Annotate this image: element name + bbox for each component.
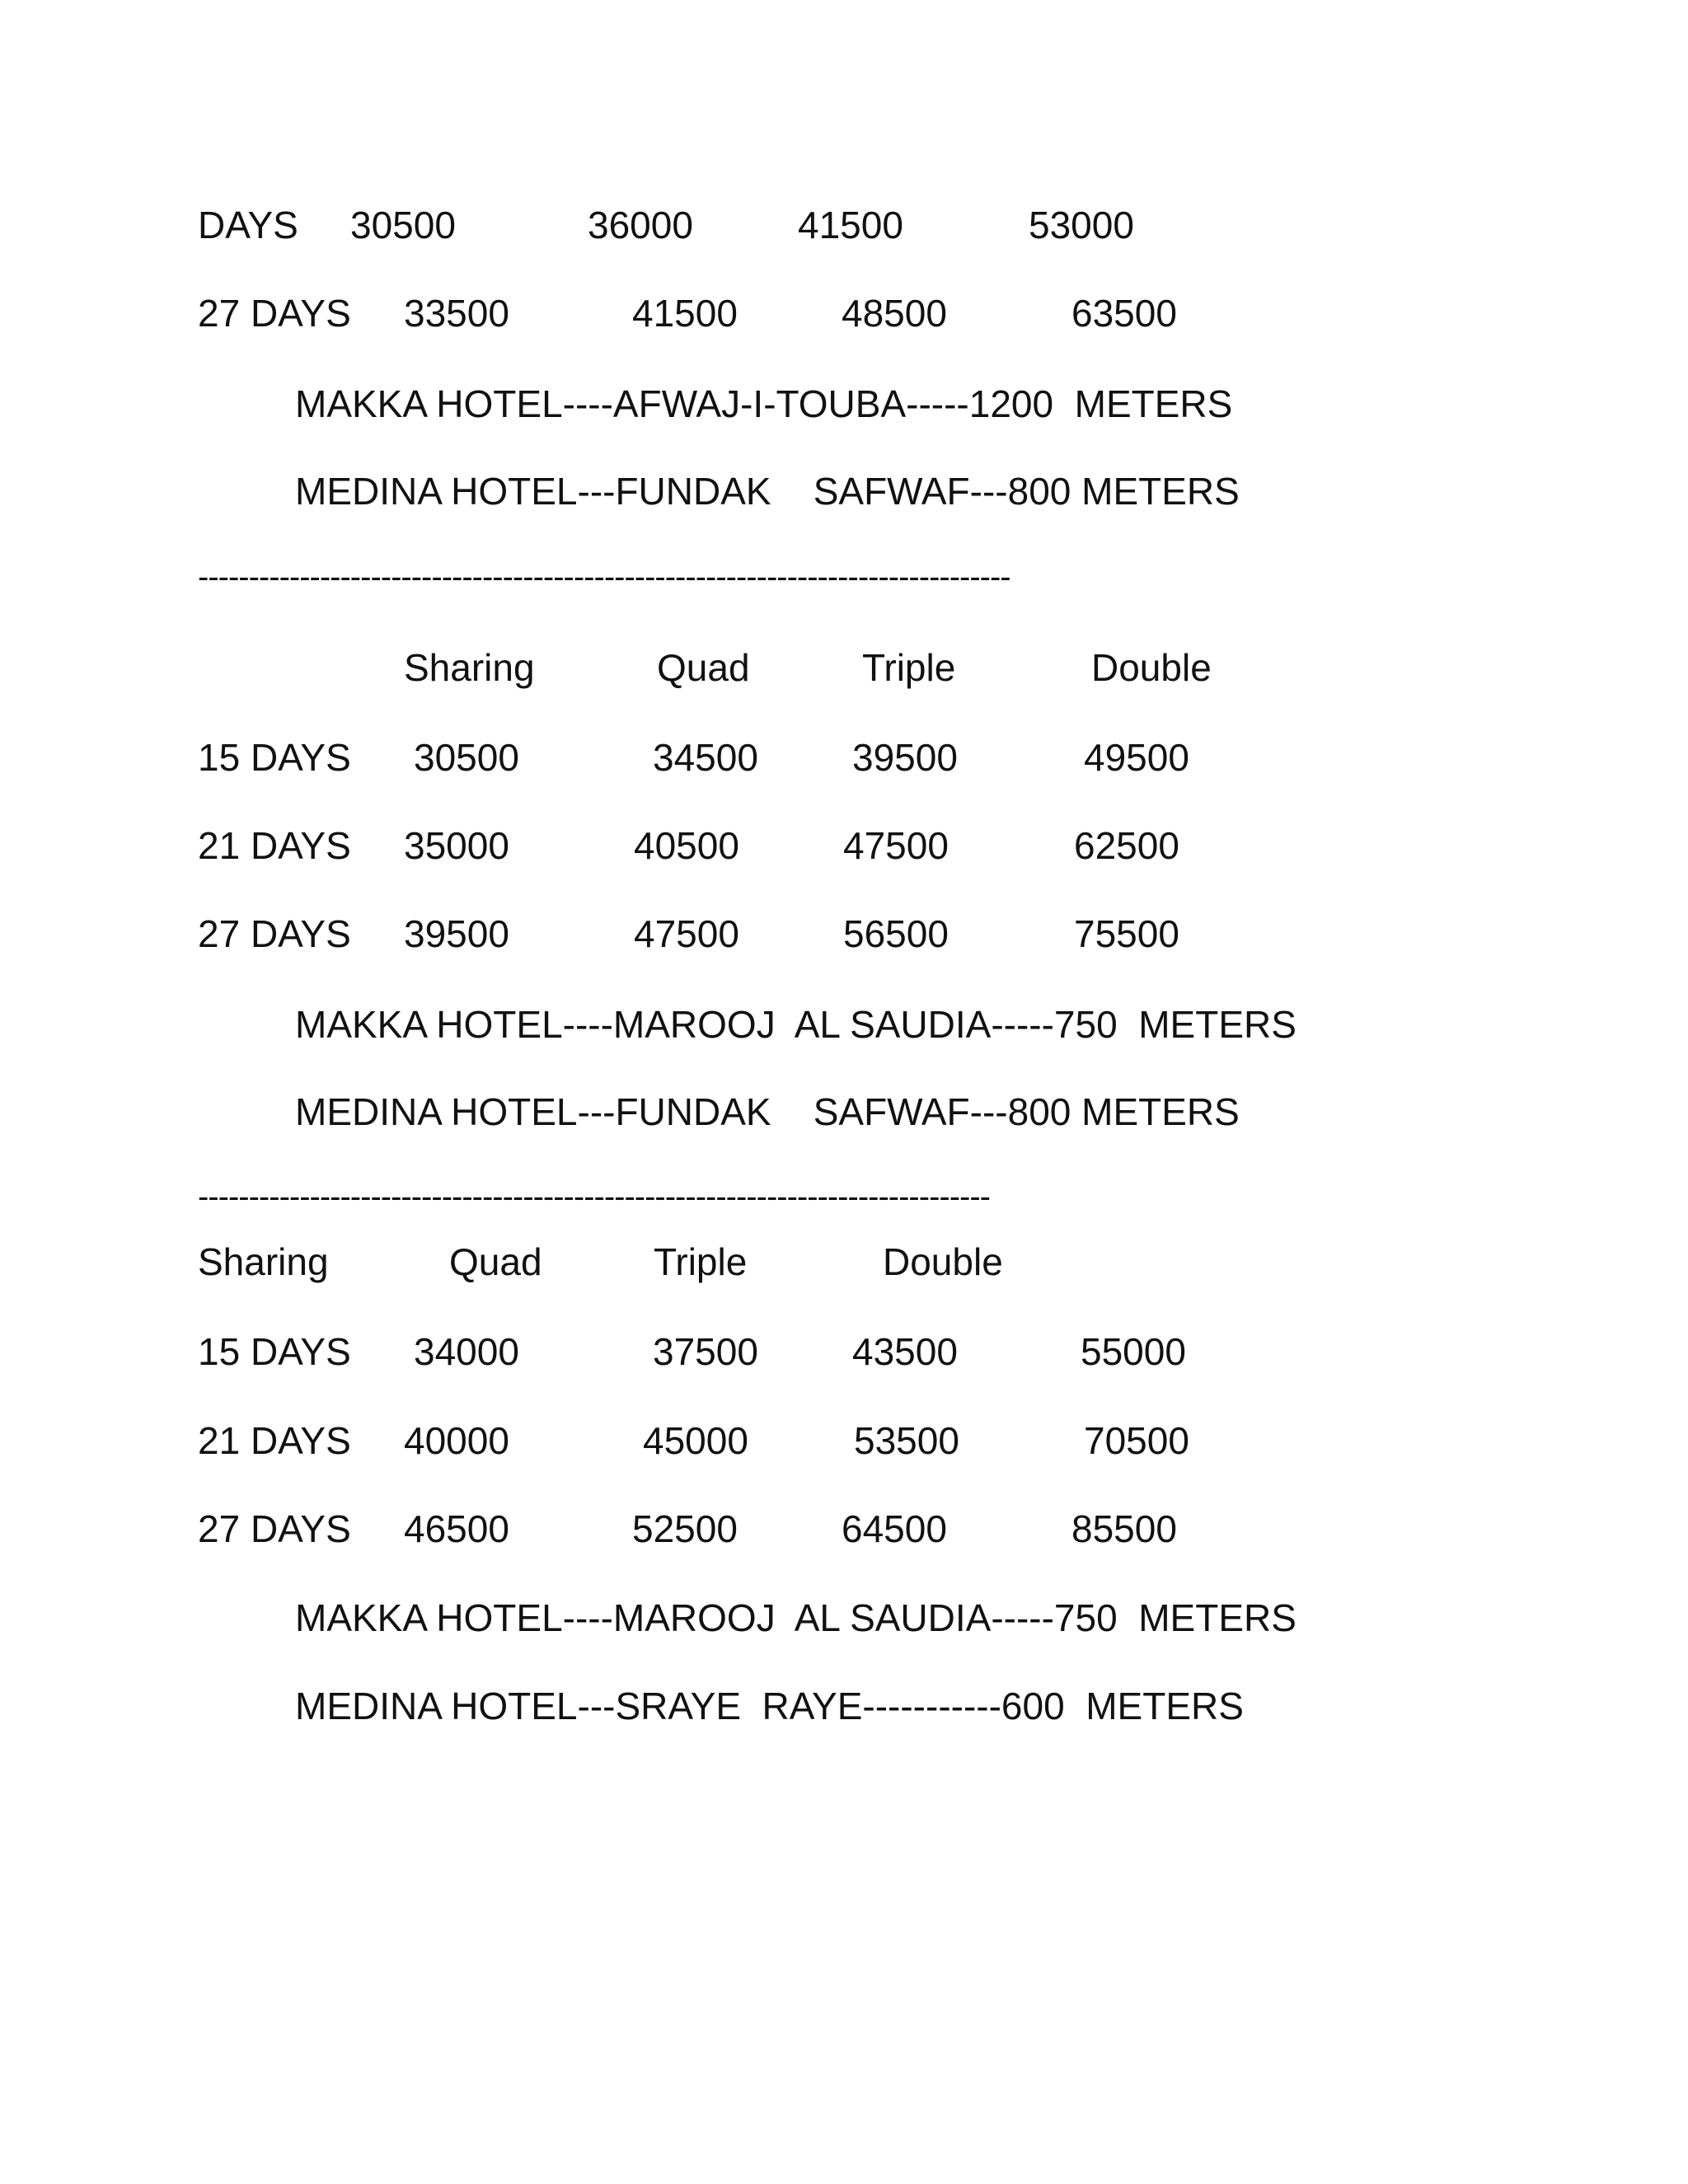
column-header-double: Double xyxy=(883,1240,1003,1283)
row-label: 27 DAYS xyxy=(198,912,351,955)
price-cell: 47500 xyxy=(634,912,739,955)
column-header-double: Double xyxy=(1091,646,1212,689)
price-cell: 41500 xyxy=(632,292,738,335)
row-label: 15 DAYS xyxy=(198,736,351,779)
price-cell: 53000 xyxy=(1029,204,1134,246)
price-cell: 48500 xyxy=(842,292,947,335)
divider: -------------------------------------------------------------------------------- xyxy=(198,560,1010,593)
price-cell: 34000 xyxy=(414,1330,519,1373)
price-cell: 64500 xyxy=(842,1507,947,1550)
row-label: 27 DAYS xyxy=(198,1507,351,1550)
price-cell: 45000 xyxy=(643,1419,748,1462)
makka-hotel-line: MAKKA HOTEL----MAROOJ AL SAUDIA-----750 METERS xyxy=(295,1003,1296,1046)
medina-hotel-line: MEDINA HOTEL---FUNDAK SAFWAF---800 METERS xyxy=(295,470,1240,513)
price-cell: 46500 xyxy=(404,1507,509,1550)
row-label: 27 DAYS xyxy=(198,292,351,335)
row-label: 15 DAYS xyxy=(198,1330,351,1373)
price-cell: 35000 xyxy=(404,824,509,867)
price-cell: 34500 xyxy=(653,736,758,779)
price-cell: 47500 xyxy=(843,824,949,867)
row-label: 21 DAYS xyxy=(198,824,351,867)
price-cell: 85500 xyxy=(1071,1507,1177,1550)
price-cell: 70500 xyxy=(1084,1419,1189,1462)
price-cell: 43500 xyxy=(852,1330,958,1373)
makka-hotel-line: MAKKA HOTEL----AFWAJ-I-TOUBA-----1200 METERS xyxy=(295,382,1233,425)
price-cell: 30500 xyxy=(350,204,456,246)
price-cell: 39500 xyxy=(852,736,958,779)
column-header-sharing: Sharing xyxy=(404,646,535,689)
column-header-sharing: Sharing xyxy=(198,1240,329,1283)
price-cell: 56500 xyxy=(843,912,949,955)
price-cell: 55000 xyxy=(1081,1330,1186,1373)
price-cell: 53500 xyxy=(854,1419,959,1462)
price-cell: 40500 xyxy=(634,824,739,867)
row-label: DAYS xyxy=(198,204,298,246)
makka-hotel-line: MAKKA HOTEL----MAROOJ AL SAUDIA-----750 METERS xyxy=(295,1596,1296,1639)
column-header-quad: Quad xyxy=(449,1240,542,1283)
price-cell: 75500 xyxy=(1074,912,1179,955)
divider: ------------------------------------------------------------------------------ xyxy=(198,1180,990,1213)
medina-hotel-line: MEDINA HOTEL---FUNDAK SAFWAF---800 METERS xyxy=(295,1090,1240,1133)
price-cell: 41500 xyxy=(798,204,903,246)
column-header-quad: Quad xyxy=(657,646,750,689)
price-cell: 30500 xyxy=(414,736,519,779)
price-cell: 52500 xyxy=(632,1507,738,1550)
price-cell: 49500 xyxy=(1084,736,1189,779)
price-cell: 33500 xyxy=(404,292,509,335)
column-header-triple: Triple xyxy=(654,1240,748,1283)
price-cell: 37500 xyxy=(653,1330,758,1373)
price-cell: 36000 xyxy=(588,204,693,246)
column-header-triple: Triple xyxy=(862,646,956,689)
price-cell: 39500 xyxy=(404,912,509,955)
price-cell: 40000 xyxy=(404,1419,509,1462)
price-cell: 62500 xyxy=(1074,824,1179,867)
row-label: 21 DAYS xyxy=(198,1419,351,1462)
medina-hotel-line: MEDINA HOTEL---SRAYE RAYE-----------600 METERS xyxy=(295,1685,1244,1727)
price-cell: 63500 xyxy=(1071,292,1177,335)
